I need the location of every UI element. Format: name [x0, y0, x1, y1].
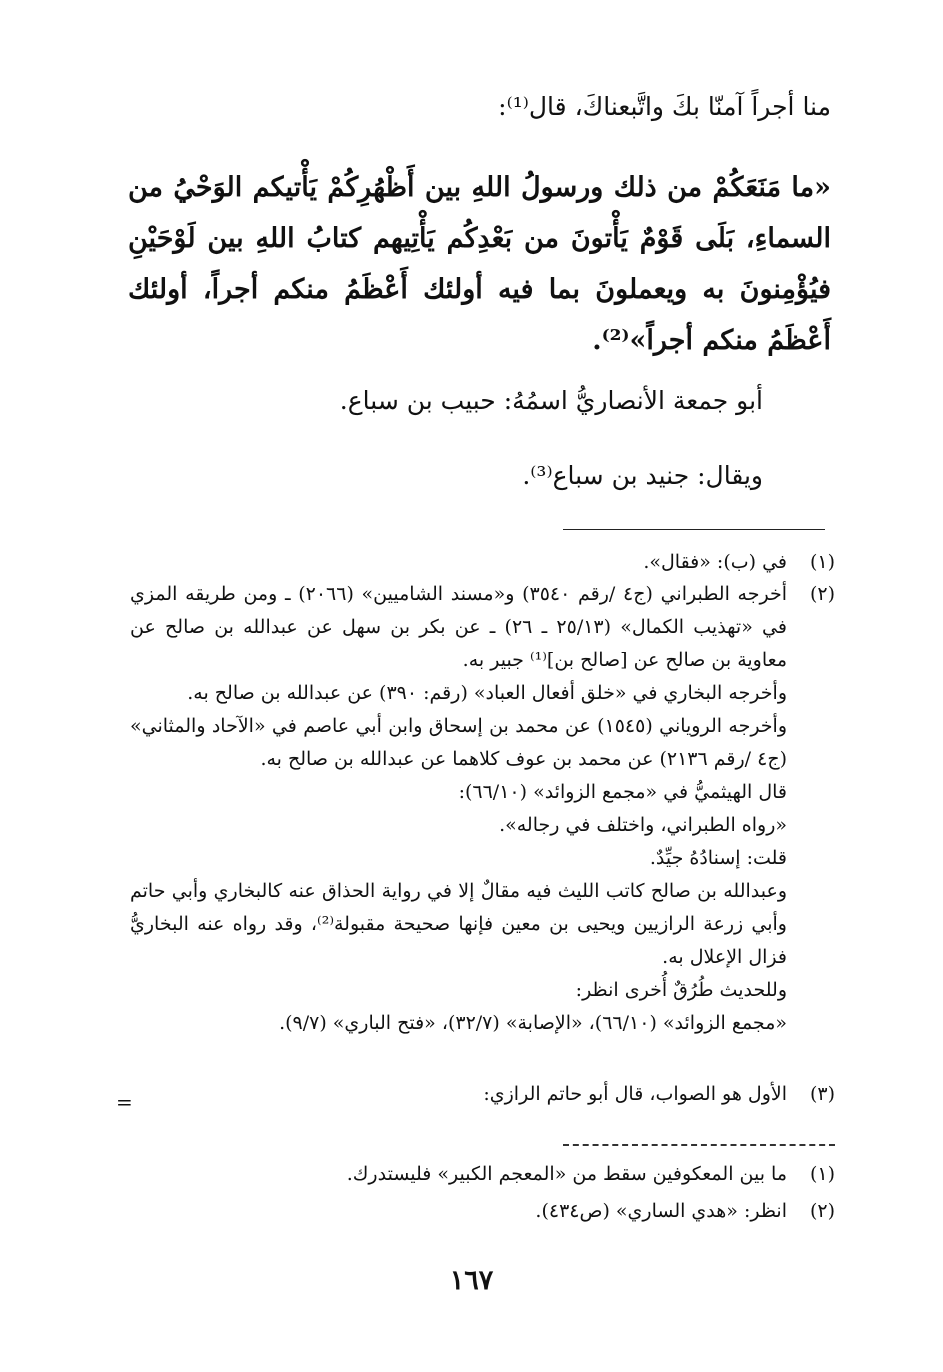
hadith-text: «ما مَنَعَكُمْ من ذلك ورسولُ اللهِ بين أَظْهُرِكُمْ يَأْتيكم الوَحْيُ من السماءِ، بَلَى قَوْمٌ يَأْتونَ من بَعْدِكُم يَأْتِيهم كتابُ اللهِ بين لَوْحَيْنِ فيُؤْمِنونَ به ويعملونَ بما فيه أولئك أَعْظَمُ منكم أجراً، أولئك أَعْظَمُ منكم أجراً»⁽²⁾. [128, 172, 831, 356]
footnote-paragraph: وللحديث طُرُقٌ أُخرى انظر: [575, 979, 787, 1001]
footnote-3 [130, 1078, 835, 1111]
footnote-paragraph: قال الهيثميُّ في «مجمع الزوائد» (٦٦/١٠): [458, 781, 787, 803]
editor-note-text: ما بين المعكوفين سقط من «المعجم الكبير» فليستدرك. [346, 1163, 787, 1185]
editor-notes-separator [563, 1144, 835, 1146]
intro-line: منا أجراً آمنّا بكَ واتَّبعناكَ، قال⁽¹⁾: [498, 92, 831, 121]
editor-note-number: (١) [809, 1163, 835, 1185]
footnote-number: (٣) [809, 1083, 835, 1105]
editor-note-2 [130, 1195, 835, 1228]
editor-note-text: انظر: «هدي الساري» (ص٤٣٤). [535, 1200, 787, 1222]
footnote-number: (٢) [809, 583, 835, 605]
narrator-name-line: أبو جمعة الأنصاريُّ اسمُهُ: حبيب بن سباع. [339, 386, 763, 415]
footnote-text: في (ب): «فقال». [643, 551, 787, 573]
editor-note-1 [130, 1158, 835, 1191]
footnote-paragraph: وعبدالله بن صالح كاتب الليث فيه مقالٌ إلا في رواية الحذاق عنه كالبخاري وأبي حاتم وأبي زرعة الرازيين ويحيى بن معين فإنها صحيحة مقبولة⁽²⁾، وقد رواه عنه البخاريُّ فزال الإعلال به. [130, 880, 787, 968]
footnote-paragraph: أخرجه الطبراني (ج٤ /رقم ٣٥٤٠) و«مسند الشاميين» (٢٠٦٦) ـ ومن طريقه المزي في «تهذيب الكمال» (٢٥/١٣ ـ ٢٦) ـ عن بكر بن سهل عن عبدالله بن صالح عن معاوية بن صالح عن [صالح بن]⁽¹⁾ جبير به. [130, 583, 787, 671]
footnote-paragraph: قلت: إسنادُهُ جيِّدٌ. [649, 847, 787, 869]
page-number: ١٦٧ [449, 1265, 494, 1296]
footnote-1 [130, 546, 835, 579]
footnote-separator [563, 529, 825, 530]
narrator-alt-name-line: ويقال: جنيد بن سباع⁽³⁾. [522, 461, 763, 490]
footnote-text: الأول هو الصواب، قال أبو حاتم الرازي: [483, 1083, 787, 1105]
continuation-mark: = [116, 1090, 133, 1114]
footnote-paragraph: «رواه الطبراني، واختلف في رجاله». [499, 814, 787, 836]
footnote-number: (١) [809, 551, 835, 573]
footnote-2 [130, 578, 835, 1040]
footnote-paragraph: وأخرجه الروياني (١٥٤٥) عن محمد بن إسحاق وابن أبي عاصم في «الآحاد والمثاني» (ج٤ /رقم ٢١٣٦) عن محمد بن عوف كلاهما عن عبدالله بن صالح به. [130, 715, 787, 770]
footnote-paragraph: وأخرجه البخاري في «خلق أفعال العباد» (رقم: ٣٩٠) عن عبدالله بن صالح به. [187, 682, 787, 704]
editor-note-number: (٢) [809, 1200, 835, 1222]
footnote-paragraph: «مجمع الزوائد» (٦٦/١٠)، «الإصابة» (٣٢/٧)، «فتح الباري» (٩/٧). [279, 1012, 787, 1034]
